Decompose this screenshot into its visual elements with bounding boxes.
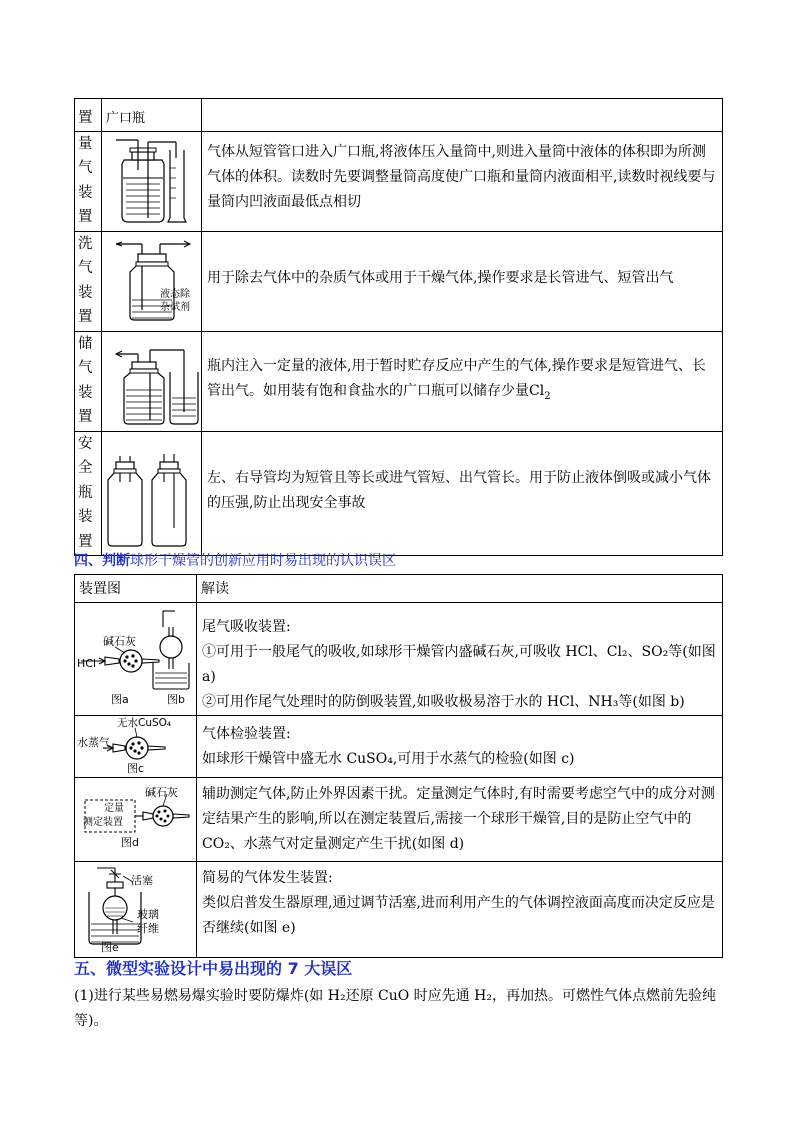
table-header-row [75, 575, 723, 603]
row-label: 置 [75, 99, 102, 132]
row-description: 气体从短管管口进入广口瓶,将液体压入量筒中,则进入量筒中液体的体积即为所测气体的体积。读数时先要调整量筒高度使广口瓶和量筒内液面相平,读数时视线要与量筒内凹液面最低点相切 [202, 131, 723, 231]
table-row [75, 131, 723, 231]
safety-bottle-icon [102, 431, 202, 555]
gas-generator-icon: 活塞 玻璃 纤维 图e [75, 862, 197, 958]
row-description: 瓶内注入一定量的液体,用于暂时贮存反应中产生的气体,操作要求是短管进气、长管出气。如用装有饱和食盐水的广口瓶可以储存少量$Cl_2$ [202, 331, 723, 431]
header-reading: 解读 [197, 575, 723, 603]
tail-gas-absorption-icon: 碱石灰 HCl 图a 图b [75, 603, 197, 716]
gas-storage-bottle-icon [102, 331, 202, 431]
table-row [75, 431, 723, 555]
reagent-label: 液态除 杂试剂 [160, 288, 190, 313]
apparatus-table [74, 98, 723, 556]
fig-caption: 广口瓶 [106, 111, 146, 126]
table-row-partial [75, 99, 723, 132]
table-row [75, 331, 723, 431]
gas-washing-bottle-icon [102, 231, 202, 331]
row-description: 尾气吸收装置: ①可用于一般尾气的吸收,如球形干燥管内盛碱石灰,可吸收 HCl、Cl₂、SO₂等(如图 a) ②可用作尾气处理时的防倒吸装置,如吸收极易溶于水的 HCl、NH₃等(如图 b) [197, 603, 723, 716]
table-row [75, 603, 723, 716]
header-figure: 装置图 [75, 575, 197, 603]
table-row [75, 778, 723, 862]
paragraph-1: (1)进行某些易燃易爆实验时要防爆炸(如 H₂还原 CuO 时应先通 H₂，再加热。可燃性气体点燃前先验纯 等)。 [74, 988, 716, 1029]
table-row [75, 716, 723, 778]
row-description: 简易的气体发生装置: 类似启普发生器原理,通过调节活塞,进而利用产生的气体调控液面高度而决定反应是 否继续(如图 e) [197, 862, 723, 958]
row-label: 储 气 装 置 [75, 331, 102, 431]
drying-tube-table [74, 574, 723, 958]
row-label: 洗 气 装 置 [75, 231, 102, 331]
quantitative-protection-icon: 碱石灰 定量 测定装置 图d [75, 778, 197, 862]
table-row [75, 862, 723, 958]
water-vapor-test-icon: 无水CuSO₄ 水蒸气 图c [75, 716, 197, 778]
row-description: 左、右导管均为短管且等长或进气管短、出气管长。用于防止液体倒吸或减小气体的压强,防止出现安全事故 [202, 431, 723, 555]
fig-caption-cell [102, 99, 202, 132]
row-description: 用于除去气体中的杂质气体或用于干燥气体,操作要求是长管进气、短管出气 [202, 231, 723, 331]
section-heading-5: 五、微型实验设计中易出现的 7 大误区 [74, 959, 353, 978]
gas-measuring-apparatus-icon [102, 131, 202, 231]
row-label: 安 全 瓶 装 置 [75, 431, 102, 555]
row-description: 辅助测定气体,防止外界因素干扰。定量测定气体时,有时需要考虑空气中的成分对测 定结果产生的影响,所以在测定装置后,需接一个球形干燥管,目的是防止空气中的 CO₂、水蒸气对定量测定产生干扰(如图 d) [197, 778, 723, 862]
row-label: 量 气 装 置 [75, 131, 102, 231]
section-heading-4: 四、判断球形干燥管的创新应用时易出现的认识误区 [74, 553, 396, 569]
row-description: 气体检验装置: 如球形干燥管中盛无水 CuSO₄,可用于水蒸气的检验(如图 c) [197, 716, 723, 778]
table-row [75, 231, 723, 331]
